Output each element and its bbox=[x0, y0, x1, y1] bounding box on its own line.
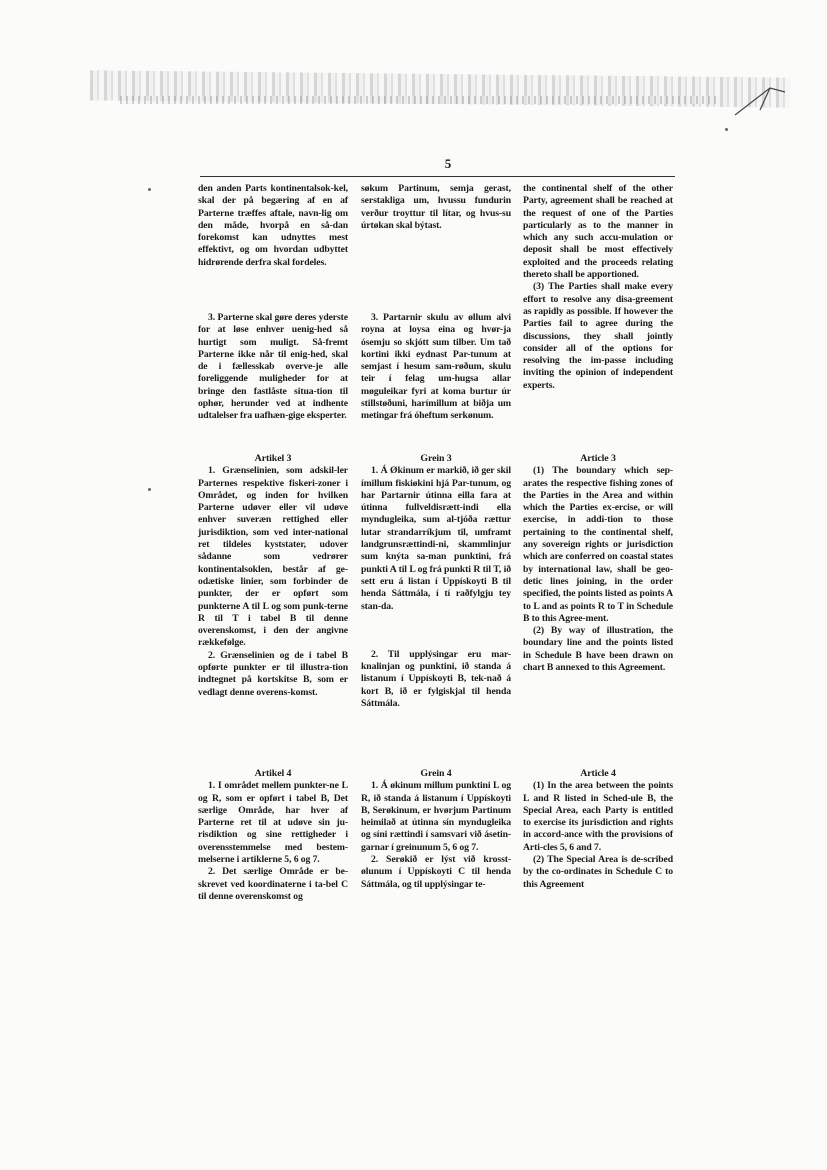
article-heading: Artikel 3 bbox=[254, 453, 292, 464]
paragraph: (2) By way of illustration, the boundary line and the points listed in Schedule B have been drawn on chart B annexed to this Agreement. bbox=[523, 625, 673, 674]
article-heading: Article 4 bbox=[580, 768, 616, 779]
page-number: 5 bbox=[444, 156, 452, 171]
article-section bbox=[361, 768, 511, 891]
article-heading: Grein 4 bbox=[420, 768, 452, 779]
header-rule bbox=[200, 176, 675, 177]
paragraph: 3. Partarnir skulu av øllum alvi royna at loysa eina og hvør-ja ósemju so skjótt sum tilber. Um tað kortini ikki eydnast Par-tunum at semjast í hesum sam-røðum, skulu teir í felag um-hugsa allar møguleikar fyri at koma burtur úr stillstøðuni, harímillum at biðja um metingar frá óheftum serkønum. bbox=[361, 312, 511, 422]
paragraph: the continental shelf of the other Party, agreement shall be reached at the request of one of the Parties particularly as to the manner in which any such accu-mulation or deposit shall be most effectively exploited and the proceeds relating thereto shall be apportioned. bbox=[523, 183, 673, 281]
article-section bbox=[198, 768, 348, 903]
paragraph: 1. I området mellem punkter-ne L og R, som er opført i tabel B, Det særlige Område, har hver af Parterne ret til at udøve sin ju-risdiktion og sine rettigheder i overensstemmelse med bestem-melserne i artiklerne 5, 6 og 7. bbox=[198, 780, 348, 866]
paragraph: 2. Serøkið er lýst við krosst-ølunum í Uppískoyti C til henda Sáttmála, og til upplýsingar te- bbox=[361, 854, 511, 890]
article-heading: Article 3 bbox=[580, 453, 616, 464]
paragraph: den anden Parts kontinentalsok-kel, skal der på begæring af en af Parterne træffes aftale, navn-lig om den måde, hvorpå en så-dan forekomst kan udnyttes mest effektivt, og om hvordan udbyttet hidrørende derfra skal fordeles. bbox=[198, 183, 348, 268]
text-block bbox=[198, 183, 348, 269]
text-block bbox=[361, 183, 511, 232]
paragraph: 2. Grænselinien og de i tabel B opførte punkter er til illustra-tion indtegnet på kortskitse B, som er vedlagt denne overens-komst. bbox=[198, 649, 348, 698]
scan-speck bbox=[148, 488, 151, 491]
text-block bbox=[361, 312, 511, 423]
article-section bbox=[523, 453, 673, 674]
article-section bbox=[198, 453, 348, 699]
paragraph: (1) In the area between the points L and R listed in Sched-ule B, the Special Area, each Party is entitled to exercise its jurisdiction and rights in accord-ance with the provisions of Arti-cles 5, 6 and 7. bbox=[523, 780, 673, 853]
text-block bbox=[523, 183, 673, 392]
paragraph: søkum Partinum, semja gerast, serstakliga um, hvussu fundurin verður troyttur til lítar, og hvus-su úrtøkan skal býtast. bbox=[361, 183, 511, 231]
article-heading: Artikel 4 bbox=[254, 768, 292, 779]
paragraph: 2. Det særlige Område er be-skrevet ved koordinaterne i ta-bel C til denne overenskomst og bbox=[198, 866, 348, 902]
scan-speck bbox=[148, 188, 151, 191]
paragraph: 1. Á Økinum er markið, ið ger skil ímillum fiskiøkini hjá Par-tunum, og har Partarnir útinna eilla fara at útinna fullveldisrætt-indi ella myndugleika, sum al-tjóða rættur lutar strandarríkjum til, umframt landgrunsrættindi-ni, skammlinjur sum knýta sa-man punktini, frá punkti A til L og frá punkti R til T, ið sett eru á listan í Uppískoyti B til henda Sáttmála, í tí raðfylgju tey stan-da. bbox=[361, 465, 511, 612]
article-section bbox=[523, 768, 673, 891]
article-heading: Grein 3 bbox=[420, 453, 452, 464]
scan-artifact-streak bbox=[120, 96, 720, 104]
article-section bbox=[361, 453, 511, 710]
scan-corner-mark bbox=[730, 80, 790, 120]
paragraph: (3) The Parties shall make every effort to resolve any disa-greement as rapidly as possible. If however the Parties fail to agree during the discussions, they shall jointly consider all of the options for resolving the im-passe including inviting the opinion of independent experts. bbox=[523, 281, 673, 391]
paragraph: 1. Á økinum millum punktini L og R, ið standa á listanum í Uppískoyti B, Serøkinum, er hvørjum Partinum heimilað at útinna sín myndugleika og síni rættindi í samsvari við ásetin-garnar í greinunum 5, 6 og 7. bbox=[361, 780, 511, 853]
text-block bbox=[198, 312, 348, 423]
paragraph: (1) The boundary which sep-arates the respective fishing zones of the Parties in the Area and within which the Parties ex-ercise, or will exercise, in addi-tion to those pertaining to the continental shelf, any sovereign rights or jurisdiction which are conferred on coastal states by international law, shall be geo-detic lines joining, in the order specified, the points listed as points A to L and as points R to T in Schedule B to this Agree-ment. bbox=[523, 465, 673, 624]
scan-speck bbox=[725, 128, 728, 131]
paragraph: 1. Grænselinien, som adskil-ler Parternes respektive fiskeri-zoner i Området, og inden for hvilken Parterne udøver eller vil udøve enhver suveræn rettighed eller jurisdiktion, som ved inter-national ret tildeles kyststater, udover sådanne som vedrører kontinentalsoklen, består af ge-odætiske linier, som forbinder de punkter, der er opført som punkterne A til L og som punk-terne R til T i tabel B til denne overenskomst, i den der angivne rækkefølge. bbox=[198, 465, 348, 649]
paragraph: 3. Parterne skal gøre deres yderste for at løse enhver uenig-hed så hurtigt som muligt. Så-fremt Parterne ikke når til enig-hed, skal de i fællesskab overve-je alle foreliggende muligheder for at bringe den fastlåste situa-tion til ophør, herunder ved at indhente udtalelser fra uafhæn-gige eksperter. bbox=[198, 312, 348, 422]
paragraph: 2. Til upplýsingar eru mar-knalinjan og punktini, ið standa á listanum í Uppískoyti B, tek-nað á kort B, ið er fylgiskjal til henda Sáttmála. bbox=[361, 648, 511, 710]
paragraph: (2) The Special Area is de-scribed by the co-ordinates in Schedule C to this Agreement bbox=[523, 854, 673, 890]
